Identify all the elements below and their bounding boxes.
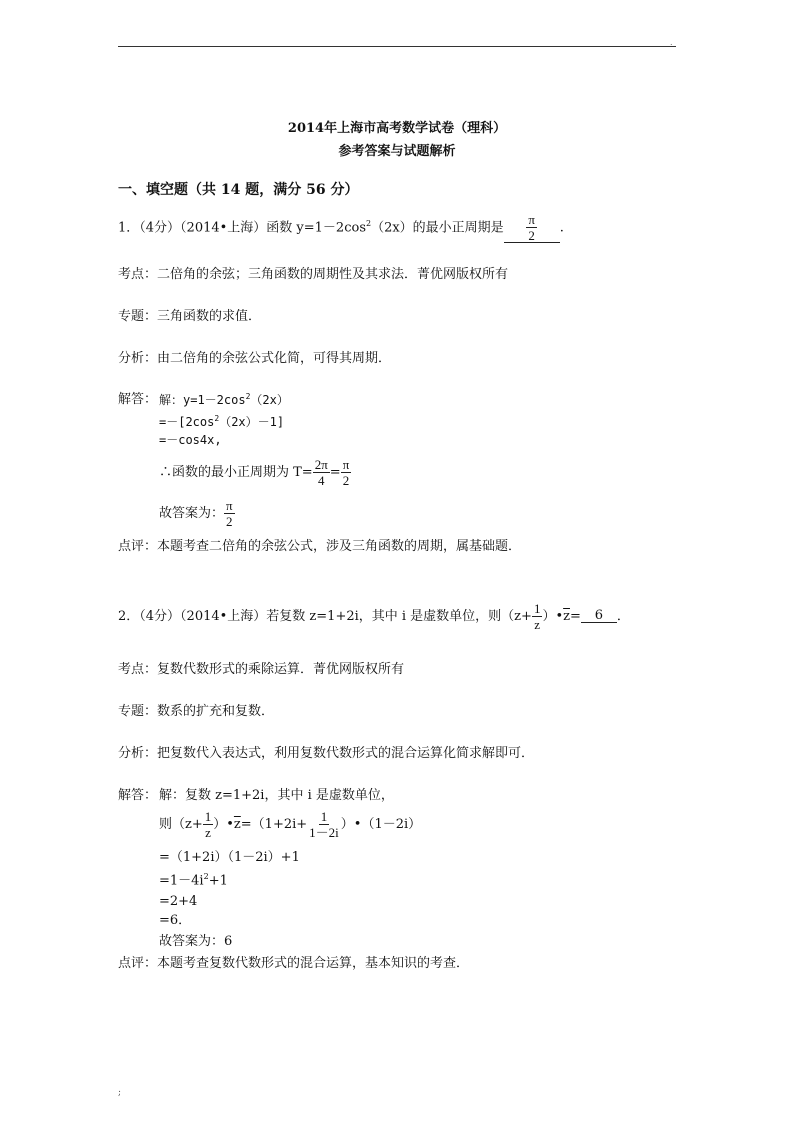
header-rule xyxy=(118,46,676,47)
question-1-answer-fraction: $\frac{\pi}{2}$ xyxy=(528,212,535,244)
question-1-dianping: 点评：本题考查二倍角的余弦公式，涉及三角函数的周期，属基础题． xyxy=(118,539,522,554)
question-1-fenxi: 分析：由二倍角的余弦公式化简，可得其周期． xyxy=(118,351,392,366)
question-2-stem: 2．（4分）（2014•上海）若复数 z=1+2i，其中 i 是虚数单位，则（z+ $\frac{1}{z}$ ）• $\overline{z}$ = 6 ． xyxy=(118,600,630,632)
question-2-solution-line-6: =6． xyxy=(159,913,192,928)
question-2-solution-line-2: 则（z+ $\frac{1}{z}$ ）• $\overline{z}$ =（1+2i+ $\frac{1}{1-2i}$ ）•（1－2i） xyxy=(159,808,422,840)
question-2-solution-line-4: $=1-4i^2+1$ xyxy=(159,872,228,889)
solution-fraction-1-over-z: $\frac{1}{z}$ xyxy=(204,808,212,840)
question-1-kaodian: 考点：二倍角的余弦；三角函数的周期性及其求法．菁优网版权所有 xyxy=(118,267,509,282)
footer-mark: ; xyxy=(118,1088,122,1098)
question-1-solution-line-3: =－cos4x, xyxy=(159,433,222,447)
question-2-fraction-1-over-z: $\frac{1}{z}$ xyxy=(533,600,541,632)
section-heading: 一、填空题（共 14 题，满分 56 分） xyxy=(118,182,359,198)
question-2-kaodian: 考点：复数代数形式的乘除运算．菁优网版权所有 xyxy=(118,662,405,677)
question-1-solution-line-2: $=-[2\cos^2(2x)-1]$ xyxy=(159,414,285,429)
period-fraction-pi-over-2: $\frac{\pi}{2}$ xyxy=(342,456,350,488)
header-corner-mark: . xyxy=(670,38,673,47)
question-2-final-answer: 故答案为：6 xyxy=(159,934,233,949)
question-2-answer-blank: 6 xyxy=(581,609,617,623)
question-2-fenxi: 分析：把复数代入表达式，利用复数代数形式的混合运算化简求解即可． xyxy=(118,746,535,761)
question-1-stem: 1．（4分）（2014•上海）函数 $y=1-2\cos^2(2x)$的最小正周期是 $\frac{\pi}{2}$ . xyxy=(118,212,564,244)
question-1-zhuanti: 专题：三角函数的求值． xyxy=(118,309,262,324)
solution-z-conjugate: $\overline{z}$ xyxy=(233,816,241,832)
question-2-solution-line-3: =（1+2i）（1－2i）+1 xyxy=(159,850,300,865)
period-fraction-2pi-over-4: $\frac{2\pi}{4}$ xyxy=(314,456,328,488)
question-2-z-conjugate: $\overline{z}$ xyxy=(563,608,570,624)
question-2-solution-line-5: =2+4 xyxy=(159,894,198,909)
question-2-zhuanti: 专题：数系的扩充和复数． xyxy=(118,704,275,719)
question-1-answer-blank xyxy=(504,213,560,243)
question-2-dianping: 点评：本题考查复数代数形式的混合运算，基本知识的考查． xyxy=(118,956,470,971)
question-2-solution-line-1: 解：复数 z=1+2i，其中 i 是虚数单位， xyxy=(159,788,394,803)
question-2-jieda-label: 解答： xyxy=(118,788,158,803)
question-1-jieda-label: 解答： xyxy=(118,392,158,407)
document-title: 2014年上海市高考数学试卷（理科） xyxy=(287,121,507,136)
question-1-final-answer: 故答案为： $\frac{\pi}{2}$ xyxy=(159,497,233,529)
solution-fraction-1-over-1-minus-2i: $\frac{1}{1-2i}$ xyxy=(309,808,339,840)
question-1-solution-line-4: ∴函数的最小正周期为 T= $\frac{2\pi}{4}$ = $\frac{\pi}{2}$ xyxy=(159,456,350,488)
question-1-solution-line-1: 解：$y=1-2\cos^2(2x)$ xyxy=(159,392,289,407)
final-answer-fraction: $\frac{\pi}{2}$ xyxy=(226,497,233,529)
document-subtitle: 参考答案与试题解析 xyxy=(338,144,456,159)
